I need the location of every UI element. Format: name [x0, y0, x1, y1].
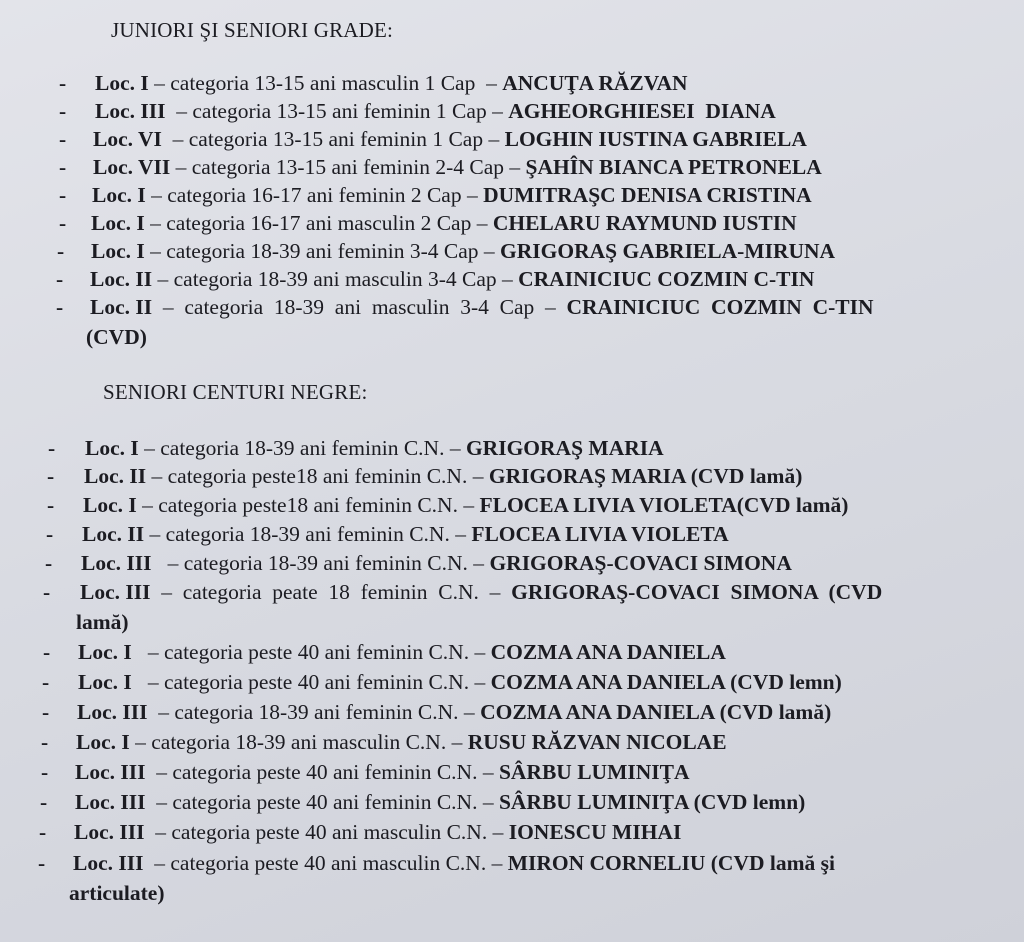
athlete-name: RUSU RĂZVAN NICOLAE [467, 730, 727, 754]
list-bullet: - [47, 493, 55, 517]
category-text: – categoria peste 40 ani feminin C.N. – [145, 790, 499, 814]
place-label: Loc. III [73, 851, 144, 875]
result-line [93, 153, 822, 181]
athlete-name: COZMA ANA DANIELA [490, 640, 726, 664]
category-text: – categoria 13-15 ani feminin 1 Cap – [165, 99, 509, 123]
list-bullet: - [47, 464, 55, 488]
category-text: – categoria 18-39 ani feminin C.N. – [138, 436, 466, 460]
name-continuation: articulate) [69, 881, 165, 905]
place-label: Loc. II [82, 522, 145, 546]
name-continuation: (CVD) [86, 325, 147, 349]
athlete-name: ŞAHÎN BIANCA PETRONELA [525, 155, 822, 179]
place-label: Loc. III [81, 551, 152, 575]
list-bullet: - [56, 267, 64, 291]
result-line [84, 462, 802, 490]
athlete-name: SÂRBU LUMINIŢA (CVD lemn) [498, 790, 806, 814]
result-line [95, 69, 688, 97]
result-line [77, 698, 831, 726]
athlete-name: FLOCEA LIVIA VIOLETA(CVD lamă) [479, 493, 849, 517]
list-bullet: - [59, 99, 67, 123]
list-bullet: - [57, 239, 65, 263]
place-label: Loc. I [83, 493, 137, 517]
place-label: Loc. I [85, 436, 139, 460]
category-text: – categoria peste18 ani feminin C.N. – [146, 464, 489, 488]
athlete-name: CRAINICIUC COZMIN C-TIN [566, 295, 874, 319]
athlete-name: SÂRBU LUMINIŢA [498, 760, 690, 784]
result-line [78, 638, 726, 666]
list-bullet: - [38, 851, 46, 875]
place-label: Loc. VII [93, 155, 171, 179]
athlete-name: DUMITRAŞC DENISA CRISTINA [483, 183, 812, 207]
place-label: Loc. I [91, 211, 145, 235]
athlete-name: AGHEORGHIESEI DIANA [508, 99, 776, 123]
result-line [85, 434, 664, 462]
list-bullet: - [48, 436, 56, 460]
list-bullet: - [43, 640, 51, 664]
list-bullet: - [56, 295, 64, 319]
place-label: Loc. II [84, 464, 147, 488]
place-label: Loc. I [91, 239, 145, 263]
category-text: – categoria 16-17 ani feminin 2 Cap – [145, 183, 484, 207]
category-text: – categoria peate 18 feminin C.N. – [150, 580, 512, 604]
athlete-name: MIRON CORNELIU (CVD lamă şi [507, 851, 835, 875]
place-label: Loc. I [95, 71, 149, 95]
result-line [90, 265, 814, 293]
category-text: – categoria 16-17 ani masculin 2 Cap – [144, 211, 493, 235]
list-bullet: - [42, 700, 50, 724]
place-label: Loc. III [80, 580, 151, 604]
place-label: Loc. II [90, 295, 153, 319]
category-text: – categoria peste 40 ani feminin C.N. – [131, 640, 491, 664]
place-label: Loc. I [92, 183, 146, 207]
athlete-name: GRIGORAŞ MARIA (CVD lamă) [488, 464, 803, 488]
category-text: – categoria peste18 ani feminin C.N. – [136, 493, 480, 517]
athlete-name: GRIGORAŞ GABRIELA-MIRUNA [500, 239, 836, 263]
result-line [92, 181, 812, 209]
result-line [90, 293, 873, 321]
list-bullet: - [59, 71, 67, 95]
category-text: – categoria 13-15 ani feminin 2-4 Cap – [170, 155, 526, 179]
place-label: Loc. III [77, 700, 148, 724]
list-bullet: - [43, 580, 51, 604]
result-line [83, 491, 848, 519]
place-label: Loc. II [90, 267, 153, 291]
athlete-name: FLOCEA LIVIA VIOLETA [471, 522, 729, 546]
result-line [75, 788, 805, 816]
place-label: Loc. I [78, 670, 132, 694]
list-bullet: - [46, 522, 54, 546]
athlete-name: GRIGORAŞ-COVACI SIMONA (CVD [511, 580, 883, 604]
list-bullet: - [59, 127, 67, 151]
category-text: – categoria 18-39 ani feminin C.N. – [144, 522, 472, 546]
athlete-name: CRAINICIUC COZMIN C-TIN [518, 267, 815, 291]
category-text: – categoria peste 40 ani feminin C.N. – [131, 670, 491, 694]
list-bullet: - [45, 551, 53, 575]
athlete-name: COZMA ANA DANIELA (CVD lamă) [480, 700, 832, 724]
list-bullet: - [41, 760, 49, 784]
result-line [78, 668, 842, 696]
list-bullet: - [41, 730, 49, 754]
section-heading-juniori: JUNIORI ŞI SENIORI GRADE: [111, 18, 394, 42]
place-label: Loc. I [76, 730, 130, 754]
place-label: Loc. III [95, 99, 166, 123]
list-bullet: - [39, 820, 47, 844]
category-text: – categoria 13-15 ani masculin 1 Cap – [148, 71, 503, 95]
category-text: – categoria peste 40 ani feminin C.N. – [145, 760, 499, 784]
list-bullet: - [59, 155, 67, 179]
athlete-name: GRIGORAŞ-COVACI SIMONA [489, 551, 792, 575]
place-label: Loc. III [75, 760, 146, 784]
category-text: – categoria 18-39 ani masculin C.N. – [129, 730, 468, 754]
result-line [95, 97, 776, 125]
category-text: – categoria 13-15 ani feminin 1 Cap – [161, 127, 505, 151]
athlete-name: IONESCU MIHAI [508, 820, 682, 844]
category-text: – categoria peste 40 ani masculin C.N. – [144, 820, 509, 844]
list-bullet: - [59, 183, 67, 207]
result-line [73, 849, 835, 877]
section-heading-seniori: SENIORI CENTURI NEGRE: [103, 380, 368, 404]
place-label: Loc. III [75, 790, 146, 814]
result-line [91, 237, 835, 265]
athlete-name: COZMA ANA DANIELA (CVD lemn) [490, 670, 842, 694]
list-bullet: - [59, 211, 67, 235]
category-text: – categoria 18-39 ani masculin 3-4 Cap – [152, 267, 519, 291]
result-line [80, 578, 882, 606]
category-text: – categoria 18-39 ani feminin C.N. – [147, 700, 481, 724]
result-line [82, 520, 729, 548]
list-bullet: - [42, 670, 50, 694]
category-text: – categoria 18-39 ani feminin C.N. – [151, 551, 490, 575]
result-line [81, 549, 792, 577]
result-line [74, 818, 681, 846]
athlete-name: ANCUŢA RĂZVAN [502, 71, 688, 95]
result-line [76, 728, 727, 756]
category-text: – categoria 18-39 ani feminin 3-4 Cap – [144, 239, 500, 263]
athlete-name: LOGHIN IUSTINA GABRIELA [504, 127, 807, 151]
name-continuation: lamă) [76, 610, 129, 634]
place-label: Loc. I [78, 640, 132, 664]
athlete-name: GRIGORAŞ MARIA [465, 436, 664, 460]
place-label: Loc. III [74, 820, 145, 844]
result-line [93, 125, 807, 153]
category-text: – categoria peste 40 ani masculin C.N. – [143, 851, 508, 875]
athlete-name: CHELARU RAYMUND IUSTIN [492, 211, 797, 235]
list-bullet: - [40, 790, 48, 814]
result-line [91, 209, 797, 237]
result-line [75, 758, 690, 786]
place-label: Loc. VI [93, 127, 162, 151]
category-text: – categoria 18-39 ani masculin 3-4 Cap – [152, 295, 567, 319]
